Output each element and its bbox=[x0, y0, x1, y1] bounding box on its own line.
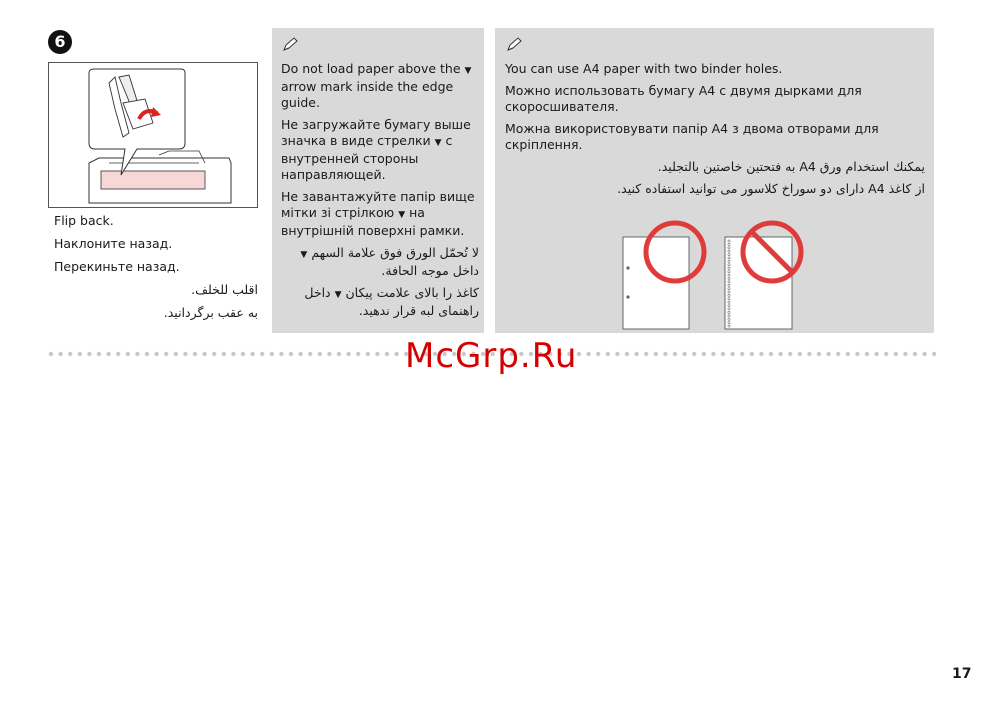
separator-dot bbox=[778, 352, 782, 356]
separator-dot bbox=[606, 352, 610, 356]
note2-fa: از کاغذ A4 دارای دو سوراخ کلاسور می توانید استفاده کنید. bbox=[617, 181, 925, 196]
arrow-mark-icon: ▼ bbox=[300, 250, 308, 260]
pencil-note-icon bbox=[506, 36, 524, 52]
separator-dot bbox=[87, 352, 91, 356]
separator-dot bbox=[644, 352, 648, 356]
separator-dot bbox=[855, 352, 859, 356]
note-ru: Не загружайте бумагу выше значка в виде стрелки ▼ с внутренней стороны направляющей. bbox=[281, 117, 471, 182]
arrow-mark-icon: ▼ bbox=[464, 66, 472, 76]
note-text-edge-guide bbox=[281, 61, 479, 325]
separator-dot bbox=[78, 352, 82, 356]
separator-dot bbox=[135, 352, 139, 356]
separator-dot bbox=[769, 352, 773, 356]
separator-dot bbox=[174, 352, 178, 356]
instruction-ru: Наклоните назад. bbox=[54, 236, 173, 251]
separator-dot bbox=[577, 352, 581, 356]
separator-dot bbox=[231, 352, 235, 356]
separator-dot bbox=[836, 352, 840, 356]
separator-dot bbox=[730, 352, 734, 356]
printer-illustration bbox=[48, 62, 258, 208]
separator-dot bbox=[222, 352, 226, 356]
separator-dot bbox=[663, 352, 667, 356]
separator-dot bbox=[740, 352, 744, 356]
separator-dot bbox=[932, 352, 936, 356]
separator-dot bbox=[702, 352, 706, 356]
separator-dot bbox=[58, 352, 62, 356]
separator-dot bbox=[164, 352, 168, 356]
separator-dot bbox=[241, 352, 245, 356]
separator-dot bbox=[318, 352, 322, 356]
separator-dot bbox=[625, 352, 629, 356]
separator-dot bbox=[106, 352, 110, 356]
arrow-mark-icon: ▼ bbox=[334, 290, 342, 300]
step-number: 6 bbox=[48, 30, 72, 54]
instruction-fa: به عقب برگردانید. bbox=[163, 305, 258, 320]
multi-hole-paper bbox=[725, 223, 801, 329]
separator-dot bbox=[154, 352, 158, 356]
a4-two-hole-paper bbox=[623, 223, 704, 329]
separator-dot bbox=[212, 352, 216, 356]
printer-drawing bbox=[49, 63, 257, 207]
separator-dot bbox=[826, 352, 830, 356]
separator-dot bbox=[356, 352, 360, 356]
separator-dot bbox=[327, 352, 331, 356]
separator-dot bbox=[394, 352, 398, 356]
arrow-mark-icon: ▼ bbox=[434, 138, 442, 148]
note2-ar: يمكنك استخدام ورق A4 به فتحتين خاصتين بالتجليد. bbox=[657, 159, 925, 174]
separator-dot bbox=[308, 352, 312, 356]
note-fa: کاغذ را بالای علامت پیکان ▼ داخل راهنمای لبه قرار ندهید. bbox=[304, 285, 479, 318]
separator-dot bbox=[385, 352, 389, 356]
watermark: McGrp.Ru bbox=[405, 336, 578, 376]
separator-dot bbox=[68, 352, 72, 356]
separator-dot bbox=[750, 352, 754, 356]
separator-dot bbox=[260, 352, 264, 356]
separator-dot bbox=[673, 352, 677, 356]
separator-dot bbox=[337, 352, 341, 356]
separator-dot bbox=[270, 352, 274, 356]
separator-dot bbox=[846, 352, 850, 356]
separator-dot bbox=[116, 352, 120, 356]
separator-dot bbox=[788, 352, 792, 356]
separator-dot bbox=[596, 352, 600, 356]
separator-dot bbox=[654, 352, 658, 356]
note-en: Do not load paper above the ▼ arrow mark inside the edge guide. bbox=[281, 61, 472, 110]
step-instructions bbox=[54, 213, 258, 328]
note2-ru: Можно использовать бумагу А4 с двумя дырками для скоросшивателя. bbox=[505, 83, 862, 114]
separator-dot bbox=[913, 352, 917, 356]
separator-dot bbox=[817, 352, 821, 356]
separator-dot bbox=[721, 352, 725, 356]
separator-dot bbox=[692, 352, 696, 356]
separator-dot bbox=[289, 352, 293, 356]
separator-dot bbox=[798, 352, 802, 356]
separator-dot bbox=[126, 352, 130, 356]
separator-dot bbox=[298, 352, 302, 356]
separator-dot bbox=[903, 352, 907, 356]
separator-dot bbox=[346, 352, 350, 356]
separator-dot bbox=[366, 352, 370, 356]
note2-en: You can use A4 paper with two binder holes. bbox=[505, 61, 783, 76]
separator-dot bbox=[97, 352, 101, 356]
separator-dot bbox=[874, 352, 878, 356]
paper-illustrations bbox=[615, 215, 805, 335]
separator-dot bbox=[634, 352, 638, 356]
instruction-ar: اقلب للخلف. bbox=[191, 282, 258, 297]
page-number: 17 bbox=[952, 666, 972, 682]
separator-dot bbox=[759, 352, 763, 356]
separator-dot bbox=[865, 352, 869, 356]
separator-dot bbox=[202, 352, 206, 356]
separator-dot bbox=[711, 352, 715, 356]
separator-dot bbox=[49, 352, 53, 356]
pencil-note-icon bbox=[282, 36, 300, 52]
separator-dot bbox=[884, 352, 888, 356]
instruction-en: Flip back. bbox=[54, 213, 114, 228]
separator-dot bbox=[682, 352, 686, 356]
separator-dot bbox=[894, 352, 898, 356]
separator-dot bbox=[279, 352, 283, 356]
note-ar: لا تُحمّل الورق فوق علامة السهم ▼ داخل موجه الحافة. bbox=[300, 245, 479, 278]
separator-dot bbox=[922, 352, 926, 356]
arrow-mark-icon: ▼ bbox=[398, 210, 406, 220]
separator-dot bbox=[250, 352, 254, 356]
separator-dot bbox=[615, 352, 619, 356]
instruction-uk: Перекиньте назад. bbox=[54, 259, 180, 274]
separator-dot bbox=[586, 352, 590, 356]
note-text-binder-holes bbox=[505, 61, 925, 203]
separator-dot bbox=[807, 352, 811, 356]
separator-dot bbox=[375, 352, 379, 356]
separator-dot bbox=[183, 352, 187, 356]
separator-dot bbox=[193, 352, 197, 356]
note2-uk: Можна використовувати папір А4 з двома отворами для скріплення. bbox=[505, 121, 879, 152]
note-uk: Не завантажуйте папір вище мітки зі стрілкою ▼ на внутрішній поверхні рамки. bbox=[281, 189, 475, 238]
separator-dot bbox=[145, 352, 149, 356]
